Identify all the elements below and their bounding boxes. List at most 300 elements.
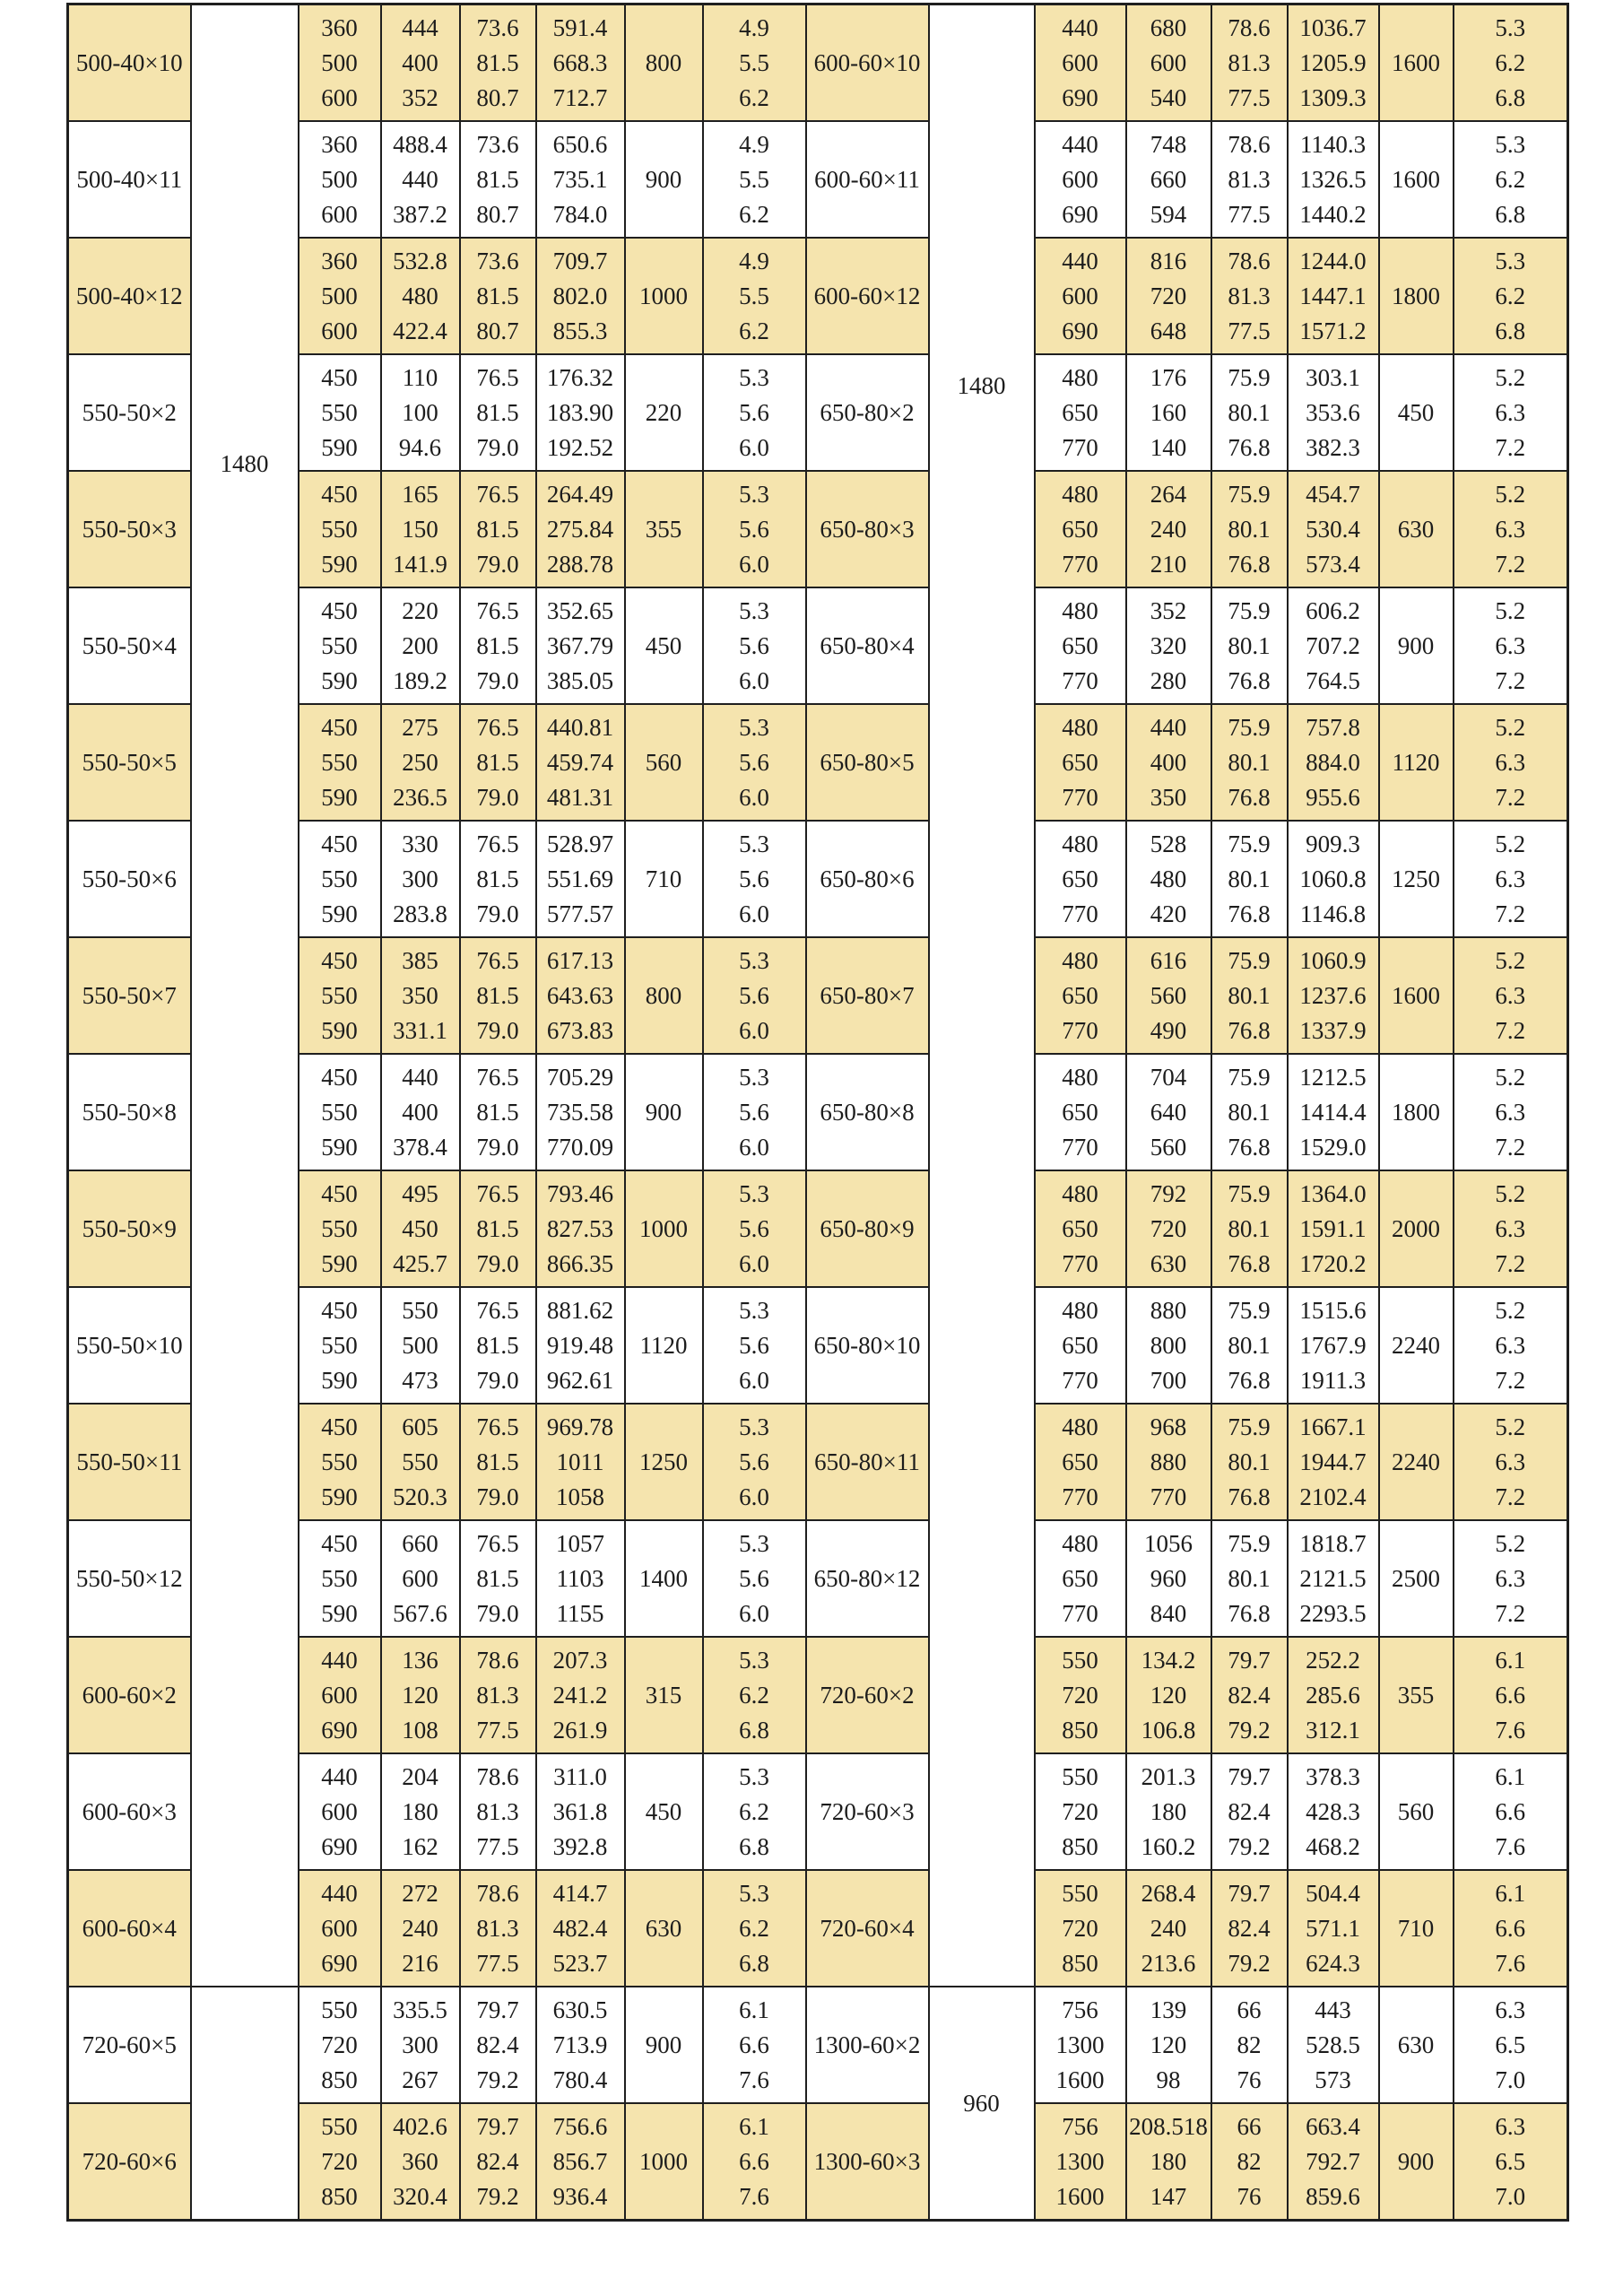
right-eff-cell-line: 76.8 <box>1228 666 1271 694</box>
left-eff-cell-line: 77.5 <box>476 1716 519 1744</box>
left-npsh-cell-line: 5.3 <box>739 1762 769 1790</box>
right-speed-cell-line: 650 <box>1062 1214 1098 1242</box>
right-power-cell: 1800 <box>1379 238 1454 354</box>
left-head-cell <box>536 1637 625 1753</box>
right-flow-cell <box>1126 471 1211 587</box>
left-speed-cell-line: 550 <box>321 2112 358 2140</box>
left-model-cell: 550-50×3 <box>68 471 191 587</box>
right-eff-cell-line: 76.8 <box>1228 783 1271 811</box>
right-speed-cell-line: 650 <box>1062 1448 1098 1475</box>
table-row <box>68 4 1568 122</box>
right-head-cell-line: 1237.6 <box>1299 981 1367 1009</box>
right-eff-cell-line: 80.1 <box>1228 981 1271 1009</box>
right-power-cell: 2240 <box>1379 1404 1454 1520</box>
right-npsh-cell-line: 6.3 <box>1495 1331 1526 1359</box>
left-eff-cell-line: 81.5 <box>476 1331 519 1359</box>
right-power-cell: 1250 <box>1379 821 1454 937</box>
right-head-cell-line: 909.3 <box>1306 830 1360 857</box>
right-head-cell-line: 1911.3 <box>1299 1366 1367 1394</box>
right-flow-cell <box>1126 1753 1211 1870</box>
left-model-cell: 550-50×9 <box>68 1170 191 1287</box>
right-flow-cell-line: 350 <box>1150 783 1187 811</box>
right-speed-cell-line: 770 <box>1062 433 1098 461</box>
right-flow-cell <box>1126 238 1211 354</box>
right-head-cell-line: 303.1 <box>1306 363 1360 391</box>
right-npsh-cell <box>1454 1170 1568 1287</box>
left-head-cell <box>536 1054 625 1170</box>
right-eff-cell-line: 79.2 <box>1228 1949 1271 1977</box>
right-flow-cell-line: 213.6 <box>1141 1949 1196 1977</box>
right-flow-cell-line: 770 <box>1150 1483 1187 1510</box>
right-eff-cell <box>1211 1170 1288 1287</box>
left-eff-cell-line: 81.5 <box>476 981 519 1009</box>
right-power-cell: 630 <box>1379 471 1454 587</box>
right-head-cell-line: 1440.2 <box>1299 200 1367 228</box>
left-speed-cell-line: 720 <box>321 2031 358 2058</box>
right-head-cell-line: 1060.9 <box>1299 946 1367 974</box>
left-flow-cell <box>381 471 460 587</box>
right-head-cell <box>1288 1404 1379 1520</box>
table-row <box>68 1987 1568 2103</box>
right-speed-cell-line: 480 <box>1062 830 1098 857</box>
right-power-cell: 1800 <box>1379 1054 1454 1170</box>
left-model-cell: 550-50×2 <box>68 354 191 471</box>
left-npsh-cell-line: 6.2 <box>739 1681 769 1709</box>
left-head-cell <box>536 1170 625 1287</box>
right-speed-cell-line: 650 <box>1062 631 1098 659</box>
left-npsh-cell-line: 5.6 <box>739 398 769 426</box>
right-npsh-cell-line: 7.2 <box>1495 433 1526 461</box>
right-eff-cell <box>1211 2103 1288 2221</box>
left-npsh-cell <box>703 937 806 1054</box>
left-npsh-cell <box>703 354 806 471</box>
right-speed-cell-line: 770 <box>1062 1016 1098 1044</box>
right-eff-cell <box>1211 4 1288 122</box>
left-eff-cell-line: 79.0 <box>476 666 519 694</box>
right-head-cell-line: 428.3 <box>1306 1797 1360 1825</box>
left-model-cell: 600-60×3 <box>68 1753 191 1870</box>
left-head-cell-line: 780.4 <box>552 2066 608 2093</box>
right-model-cell: 650-80×7 <box>806 937 929 1054</box>
left-head-cell-line: 735.1 <box>552 165 608 193</box>
left-eff-cell-line: 79.7 <box>476 2112 519 2140</box>
left-head-cell <box>536 937 625 1054</box>
right-head-cell-line: 504.4 <box>1306 1879 1360 1907</box>
right-flow-cell-line: 180 <box>1150 2147 1187 2175</box>
left-flow-cell-line: 473 <box>402 1366 438 1394</box>
left-eff-cell-line: 78.6 <box>476 1879 519 1907</box>
right-speed-cell-line: 550 <box>1062 1646 1098 1674</box>
left-npsh-cell-line: 5.6 <box>739 631 769 659</box>
right-speed-cell <box>1035 1054 1126 1170</box>
left-speed-cell-line: 550 <box>321 748 358 776</box>
right-eff-cell-line: 76.8 <box>1228 1599 1271 1627</box>
left-npsh-cell <box>703 2103 806 2221</box>
left-head-cell-line: 936.4 <box>552 2182 608 2210</box>
right-eff-cell-line: 75.9 <box>1228 830 1271 857</box>
left-flow-cell <box>381 1404 460 1520</box>
right-eff-cell <box>1211 1404 1288 1520</box>
left-head-cell-line: 241.2 <box>552 1681 608 1709</box>
left-eff-cell-line: 76.5 <box>476 1413 519 1440</box>
right-flow-cell-line: 616 <box>1150 946 1187 974</box>
left-eff-cell-line: 76.5 <box>476 480 519 508</box>
right-head-cell-line: 1414.4 <box>1299 1098 1367 1126</box>
right-head-cell <box>1288 704 1379 821</box>
left-model-cell: 720-60×5 <box>68 1987 191 2103</box>
left-power-cell: 1250 <box>625 1404 703 1520</box>
right-model-cell: 720-60×4 <box>806 1870 929 1987</box>
left-npsh-cell-line: 6.8 <box>739 1716 769 1744</box>
right-speed-cell-line: 1600 <box>1055 2182 1105 2210</box>
right-speed-cell-line: 650 <box>1062 748 1098 776</box>
right-head-cell-line: 1146.8 <box>1299 900 1367 927</box>
right-npsh-cell-line: 7.2 <box>1495 1249 1526 1277</box>
right-head-cell-line: 353.6 <box>1306 398 1360 426</box>
left-eff-cell-line: 79.0 <box>476 783 519 811</box>
right-eff-cell-line: 79.7 <box>1228 1646 1271 1674</box>
left-head-cell-line: 264.49 <box>546 480 614 508</box>
right-npsh-cell <box>1454 1870 1568 1987</box>
right-npsh-cell-line: 6.8 <box>1495 200 1526 228</box>
left-npsh-cell-line: 6.0 <box>739 900 769 927</box>
left-npsh-cell-line: 6.8 <box>739 1832 769 1860</box>
right-npsh-cell-line: 5.3 <box>1495 13 1526 41</box>
left-flow-cell-line: 120 <box>402 1681 438 1709</box>
left-speed-cell-line: 590 <box>321 433 358 461</box>
left-eff-cell-line: 76.5 <box>476 596 519 624</box>
right-flow-cell <box>1126 1170 1211 1287</box>
left-eff-cell-line: 81.5 <box>476 748 519 776</box>
right-eff-cell-line: 79.2 <box>1228 1716 1271 1744</box>
left-speed-cell <box>299 1170 381 1287</box>
left-npsh-cell-line: 6.8 <box>739 1949 769 1977</box>
right-head-cell-line: 1667.1 <box>1299 1413 1367 1440</box>
left-head-cell-line: 459.74 <box>546 748 614 776</box>
right-eff-cell-line: 75.9 <box>1228 1063 1271 1091</box>
left-head-cell-line: 802.0 <box>552 282 608 309</box>
right-flow-cell-line: 648 <box>1150 317 1187 344</box>
left-npsh-cell-line: 4.9 <box>739 130 769 158</box>
left-flow-cell-line: 600 <box>402 1564 438 1592</box>
right-speed-cell-line: 480 <box>1062 946 1098 974</box>
left-eff-cell <box>460 4 536 122</box>
left-npsh-cell-line: 6.2 <box>739 1914 769 1942</box>
right-speed-cell-line: 550 <box>1062 1879 1098 1907</box>
left-flow-cell-line: 488.4 <box>393 130 447 158</box>
right-power-cell: 630 <box>1379 1987 1454 2103</box>
right-head-cell-line: 1818.7 <box>1299 1529 1367 1557</box>
right-flow-cell-line: 106.8 <box>1141 1716 1196 1744</box>
left-eff-cell-line: 81.5 <box>476 865 519 892</box>
left-npsh-cell-line: 7.6 <box>739 2182 769 2210</box>
right-eff-cell-line: 75.9 <box>1228 713 1271 741</box>
left-model-cell: 550-50×4 <box>68 587 191 704</box>
left-eff-cell <box>460 1054 536 1170</box>
right-head-cell-line: 663.4 <box>1306 2112 1360 2140</box>
left-speed-cell-line: 600 <box>321 1681 358 1709</box>
left-eff-cell-line: 76.5 <box>476 830 519 857</box>
right-head-cell-line: 1767.9 <box>1299 1331 1367 1359</box>
left-head-cell-line: 705.29 <box>546 1063 614 1091</box>
right-head-cell-line: 792.7 <box>1306 2147 1360 2175</box>
right-eff-cell-line: 77.5 <box>1228 317 1271 344</box>
left-flow-cell-line: 480 <box>402 282 438 309</box>
right-flow-cell <box>1126 1404 1211 1520</box>
left-head-cell <box>536 1520 625 1637</box>
left-npsh-cell <box>703 1287 806 1404</box>
right-model-cell: 650-80×12 <box>806 1520 929 1637</box>
left-npsh-cell <box>703 1170 806 1287</box>
left-npsh-cell-line: 5.6 <box>739 981 769 1009</box>
left-flow-cell-line: 283.8 <box>393 900 447 927</box>
left-eff-cell-line: 79.0 <box>476 1016 519 1044</box>
right-speed-cell <box>1035 2103 1126 2221</box>
right-head-cell-line: 1364.0 <box>1299 1179 1367 1207</box>
left-npsh-cell <box>703 471 806 587</box>
right-npsh-cell-line: 5.2 <box>1495 1296 1526 1324</box>
right-head-cell <box>1288 4 1379 122</box>
left-head-cell-line: 207.3 <box>552 1646 608 1674</box>
left-speed-cell <box>299 1637 381 1753</box>
right-eff-cell <box>1211 354 1288 471</box>
left-npsh-cell-line: 6.1 <box>739 2112 769 2140</box>
right-npsh-cell-line: 6.3 <box>1495 1996 1526 2023</box>
right-flow-cell <box>1126 354 1211 471</box>
left-eff-cell-line: 81.3 <box>476 1914 519 1942</box>
left-model-cell: 600-60×4 <box>68 1870 191 1987</box>
left-npsh-cell-line: 5.3 <box>739 946 769 974</box>
left-npsh-cell-line: 6.0 <box>739 1016 769 1044</box>
right-flow-cell <box>1126 704 1211 821</box>
right-model-cell: 600-60×12 <box>806 238 929 354</box>
left-head-cell-line: 361.8 <box>552 1797 608 1825</box>
left-eff-cell-line: 79.0 <box>476 433 519 461</box>
right-npsh-cell-line: 5.2 <box>1495 596 1526 624</box>
right-npsh-cell-line: 6.3 <box>1495 631 1526 659</box>
left-speed-cell <box>299 2103 381 2221</box>
right-npsh-cell-line: 6.2 <box>1495 282 1526 309</box>
left-speed-cell-line: 600 <box>321 200 358 228</box>
left-model-cell: 550-50×7 <box>68 937 191 1054</box>
left-speed-cell-line: 690 <box>321 1832 358 1860</box>
right-npsh-cell-line: 6.2 <box>1495 48 1526 76</box>
right-head-cell-line: 1337.9 <box>1299 1016 1367 1044</box>
left-flow-cell-line: 110 <box>402 363 438 391</box>
right-head-cell <box>1288 1987 1379 2103</box>
left-flow-cell <box>381 821 460 937</box>
left-speed-cell-line: 590 <box>321 783 358 811</box>
right-npsh-cell-line: 5.2 <box>1495 1179 1526 1207</box>
right-speed-cell <box>1035 354 1126 471</box>
right-flow-cell-line: 704 <box>1150 1063 1187 1091</box>
right-power-cell: 900 <box>1379 587 1454 704</box>
right-flow-cell-line: 440 <box>1150 713 1187 741</box>
right-head-cell <box>1288 121 1379 238</box>
right-npsh-cell-line: 6.5 <box>1495 2147 1526 2175</box>
left-flow-cell <box>381 1870 460 1987</box>
right-npsh-cell <box>1454 587 1568 704</box>
right-speed-cell <box>1035 1870 1126 1987</box>
right-head-cell-line: 884.0 <box>1306 748 1360 776</box>
right-eff-cell-line: 75.9 <box>1228 1296 1271 1324</box>
right-eff-cell-line: 75.9 <box>1228 946 1271 974</box>
right-head-cell <box>1288 937 1379 1054</box>
right-speed-cell-line: 650 <box>1062 398 1098 426</box>
right-head-cell-line: 443 <box>1315 1996 1351 2023</box>
left-npsh-cell <box>703 587 806 704</box>
right-eff-cell-line: 75.9 <box>1228 1179 1271 1207</box>
left-eff-cell-line: 77.5 <box>476 1832 519 1860</box>
left-speed-cell-line: 450 <box>321 596 358 624</box>
right-head-cell <box>1288 1287 1379 1404</box>
left-speed-cell-line: 550 <box>321 1214 358 1242</box>
left-speed-cell-line: 360 <box>321 13 358 41</box>
left-head-cell-line: 793.46 <box>546 1179 614 1207</box>
left-speed-cell-line: 450 <box>321 713 358 741</box>
right-flow-cell-line: 140 <box>1150 433 1187 461</box>
left-speed-cell <box>299 704 381 821</box>
right-model-cell: 1300-60×3 <box>806 2103 929 2221</box>
left-flow-cell <box>381 238 460 354</box>
left-power-cell: 1000 <box>625 2103 703 2221</box>
left-speed-cell <box>299 1520 381 1637</box>
right-head-cell-line: 606.2 <box>1306 596 1360 624</box>
left-head-cell <box>536 821 625 937</box>
right-flow-cell-line: 816 <box>1150 247 1187 274</box>
left-npsh-cell-line: 6.0 <box>739 1133 769 1161</box>
right-speed-cell-line: 770 <box>1062 1366 1098 1394</box>
left-head-cell <box>536 587 625 704</box>
right-eff-cell-line: 75.9 <box>1228 596 1271 624</box>
right-npsh-cell-line: 7.2 <box>1495 1133 1526 1161</box>
right-model-cell: 650-80×6 <box>806 821 929 937</box>
right-npsh-cell-line: 6.3 <box>1495 865 1526 892</box>
right-speed-cell <box>1035 4 1126 122</box>
right-eff-cell-line: 77.5 <box>1228 200 1271 228</box>
right-npsh-cell-line: 7.2 <box>1495 1366 1526 1394</box>
right-npsh-cell-line: 7.2 <box>1495 666 1526 694</box>
left-eff-cell-line: 79.0 <box>476 1599 519 1627</box>
right-flow-cell <box>1126 1987 1211 2103</box>
left-eff-cell-line: 81.5 <box>476 282 519 309</box>
right-eff-cell-line: 66 <box>1237 1996 1262 2023</box>
right-npsh-cell-line: 5.2 <box>1495 363 1526 391</box>
left-head-cell-line: 591.4 <box>552 13 608 41</box>
right-flow-cell <box>1126 1637 1211 1753</box>
right-power-cell: 2000 <box>1379 1170 1454 1287</box>
right-flow-cell-line: 264 <box>1150 480 1187 508</box>
right-flow-cell-line: 400 <box>1150 748 1187 776</box>
right-npsh-cell-line: 6.2 <box>1495 165 1526 193</box>
right-flow-cell-line: 480 <box>1150 865 1187 892</box>
left-model-cell: 550-50×5 <box>68 704 191 821</box>
right-npsh-cell <box>1454 2103 1568 2221</box>
left-flow-cell <box>381 354 460 471</box>
left-model-cell: 550-50×6 <box>68 821 191 937</box>
right-npsh-cell <box>1454 1520 1568 1637</box>
left-eff-cell <box>460 1404 536 1520</box>
right-speed-cell <box>1035 821 1126 937</box>
left-flow-cell <box>381 1170 460 1287</box>
right-npsh-cell-line: 6.6 <box>1495 1797 1526 1825</box>
left-eff-cell-line: 82.4 <box>476 2147 519 2175</box>
left-flow-cell-line: 450 <box>402 1214 438 1242</box>
left-model-cell: 500-40×10 <box>68 4 191 122</box>
right-speed-cell-line: 480 <box>1062 480 1098 508</box>
right-npsh-cell <box>1454 1404 1568 1520</box>
right-npsh-cell-line: 6.3 <box>1495 981 1526 1009</box>
left-npsh-cell <box>703 1870 806 1987</box>
left-eff-cell-line: 76.5 <box>476 1529 519 1557</box>
right-speed-cell-line: 650 <box>1062 865 1098 892</box>
right-flow-cell-line: 268.4 <box>1141 1879 1196 1907</box>
left-eff-cell-line: 79.2 <box>476 2066 519 2093</box>
left-head-cell-line: 617.13 <box>546 946 614 974</box>
left-flow-cell-line: 387.2 <box>393 200 447 228</box>
right-flow-cell <box>1126 1520 1211 1637</box>
left-npsh-cell-line: 4.9 <box>739 247 769 274</box>
right-head-cell-line: 1515.6 <box>1299 1296 1367 1324</box>
left-npsh-cell-line: 5.6 <box>739 1098 769 1126</box>
right-eff-cell-line: 82.4 <box>1228 1797 1271 1825</box>
right-eff-cell-line: 80.1 <box>1228 865 1271 892</box>
left-speed-cell-line: 590 <box>321 1483 358 1510</box>
left-flow-cell-line: 520.3 <box>393 1483 447 1510</box>
left-eff-cell-line: 81.3 <box>476 1797 519 1825</box>
left-flow-cell-line: 162 <box>402 1832 438 1860</box>
left-npsh-cell-line: 5.3 <box>739 830 769 857</box>
right-speed-cell-line: 850 <box>1062 1949 1098 1977</box>
right-speed-cell-line: 600 <box>1062 48 1098 76</box>
right-eff-cell-line: 76.8 <box>1228 1133 1271 1161</box>
left-head-cell-line: 784.0 <box>552 200 608 228</box>
right-npsh-cell <box>1454 1287 1568 1404</box>
right-flow-cell-line: 208.518 <box>1129 2112 1208 2140</box>
left-speed-cell-line: 590 <box>321 1249 358 1277</box>
right-eff-cell <box>1211 937 1288 1054</box>
left-flow-cell <box>381 2103 460 2221</box>
left-eff-cell-line: 77.5 <box>476 1949 519 1977</box>
right-eff-cell-line: 76.8 <box>1228 900 1271 927</box>
left-speed-cell-line: 590 <box>321 1366 358 1394</box>
left-eff-cell-line: 79.0 <box>476 550 519 578</box>
right-head-cell-line: 454.7 <box>1306 480 1360 508</box>
right-flow-cell-line: 560 <box>1150 1133 1187 1161</box>
left-npsh-cell-line: 6.0 <box>739 1599 769 1627</box>
right-npsh-cell-line: 6.3 <box>1495 2112 1526 2140</box>
left-power-cell: 1000 <box>625 238 703 354</box>
right-flow-cell-line: 134.2 <box>1141 1646 1196 1674</box>
right-speed-cell <box>1035 121 1126 238</box>
left-head-cell <box>536 4 625 122</box>
left-speed-cell-line: 590 <box>321 550 358 578</box>
right-speed-cell-line: 650 <box>1062 1098 1098 1126</box>
right-npsh-cell-line: 7.0 <box>1495 2066 1526 2093</box>
left-flow-cell-line: 402.6 <box>393 2112 447 2140</box>
left-flow-cell-line: 660 <box>402 1529 438 1557</box>
left-npsh-cell <box>703 1637 806 1753</box>
pump-spec-table <box>66 3 1569 2222</box>
left-eff-cell <box>460 2103 536 2221</box>
left-speed-cell-line: 690 <box>321 1949 358 1977</box>
left-head-cell-line: 709.7 <box>552 247 608 274</box>
right-head-cell-line: 2293.5 <box>1299 1599 1367 1627</box>
left-head-cell-line: 528.97 <box>546 830 614 857</box>
left-eff-cell-line: 81.3 <box>476 1681 519 1709</box>
right-speed-cell-line: 770 <box>1062 1599 1098 1627</box>
right-speed-cell-line: 550 <box>1062 1762 1098 1790</box>
